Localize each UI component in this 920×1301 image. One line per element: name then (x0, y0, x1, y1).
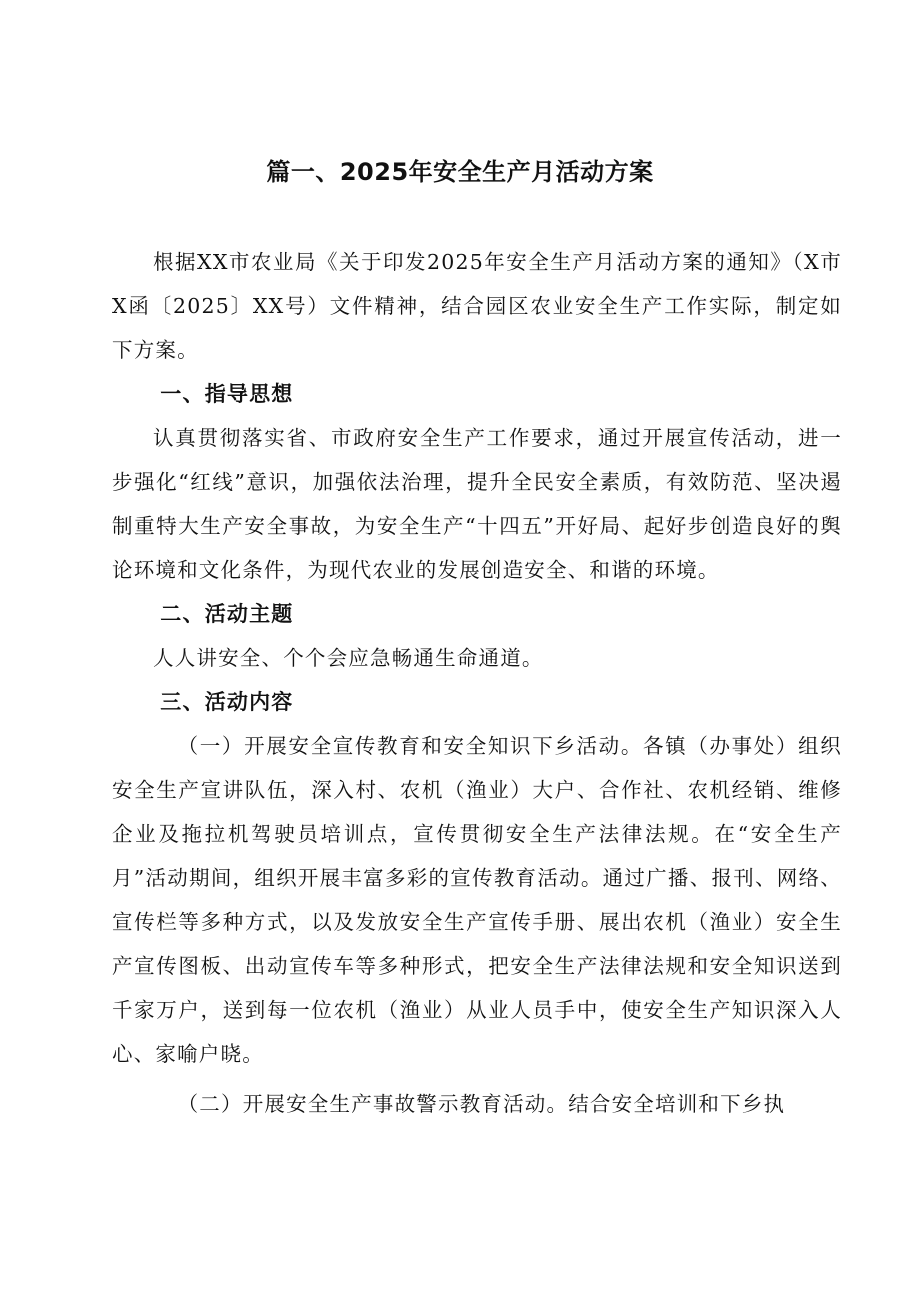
document-title: 篇一、2025年安全生产月活动方案 (266, 158, 654, 186)
intro-paragraph: 根据XX市农业局《关于印发2025年安全生产月活动方案的通知》（X市X函〔2025〕XX号）文件精神，结合园区农业安全生产工作实际，制定如下方案。 (112, 250, 842, 362)
document-body (112, 240, 842, 1126)
activity-item-2: （二）开展安全生产事故警示教育活动。结合安全培训和下乡执 (177, 1092, 786, 1116)
section-heading-activity-content: 三、活动内容 (160, 690, 294, 714)
section-text-guiding-ideology: 认真贯彻落实省、市政府安全生产工作要求，通过开展宣传活动，进一步强化“红线”意识，加强依法治理，提升全民安全素质，有效防范、坚决遏制重特大生产安全事故，为安全生产“十四五”开好局、起好步创造良好的舆论环境和文化条件，为现代农业的发展创造安全、和谐的环境。 (112, 426, 842, 582)
section-text-activity-theme: 人人讲安全、个个会应急畅通生命通道。 (153, 646, 544, 670)
activity-item-1: （一）开展安全宣传教育和安全知识下乡活动。各镇（办事处）组织安全生产宣讲队伍，深入村、农机（渔业）大户、合作社、农机经销、维修企业及拖拉机驾驶员培训点，宣传贯彻安全生产法律法规。在“安全生产月”活动期间，组织开展丰富多彩的宣传教育活动。通过广播、报刊、网络、宣传栏等多种方式，以及发放安全生产宣传手册、展出农机（渔业）安全生产宣传图板、出动宣传车等多种形式，把安全生产法律法规和安全知识送到千家万户，送到每一位农机（渔业）从业人员手中，使安全生产知识深入人心、家喻户晓。 (112, 734, 842, 1066)
section-heading-guiding-ideology: 一、指导思想 (160, 382, 294, 406)
section-heading-activity-theme: 二、活动主题 (160, 602, 294, 626)
